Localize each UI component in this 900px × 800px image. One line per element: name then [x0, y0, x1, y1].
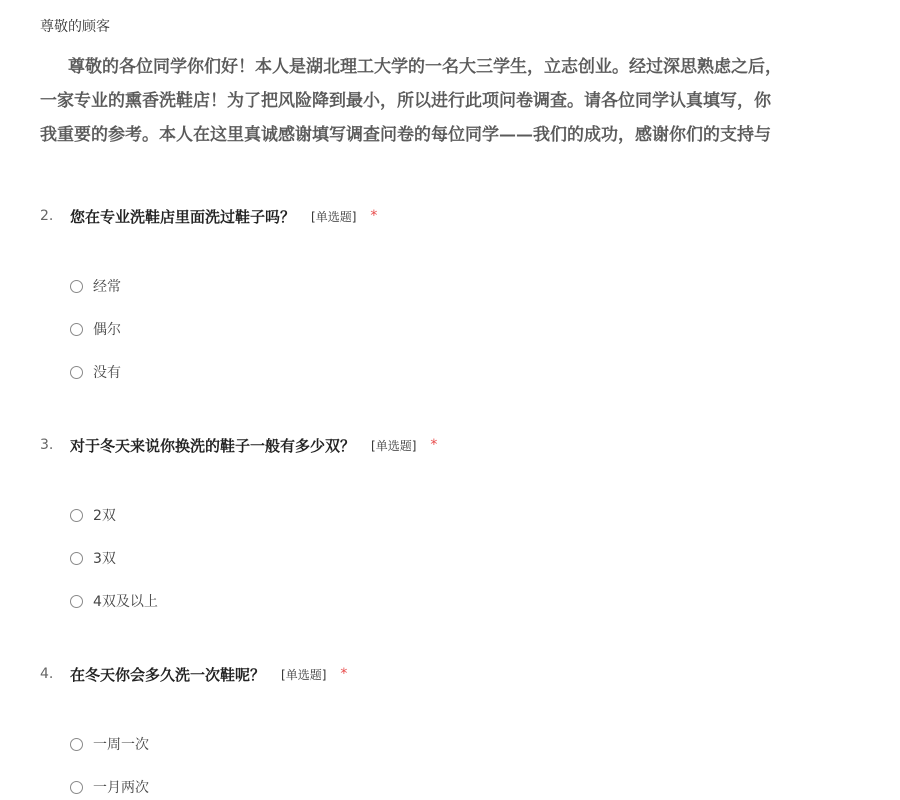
greeting-text: 尊敬的顾客: [40, 19, 110, 35]
required-marker: *: [430, 437, 438, 453]
radio-button[interactable]: [70, 738, 83, 751]
option-radio[interactable]: [70, 591, 158, 611]
option-radio[interactable]: [70, 362, 121, 382]
required-marker: *: [370, 208, 378, 224]
option-label: 一月两次: [93, 780, 149, 796]
intro-line: 尊敬的各位同学你们好！本人是湖北理工大学的一名大三学生，立志创业。经过深思熟虑之后，: [68, 57, 782, 77]
question-header: [40, 663, 900, 685]
option-radio[interactable]: [70, 777, 149, 797]
question-type-label: [单选题]: [371, 438, 417, 453]
required-marker: *: [340, 666, 348, 682]
option-label: 没有: [93, 365, 121, 381]
option-label: 经常: [93, 279, 121, 295]
question-title: 您在专业洗鞋店里面洗过鞋子吗？: [70, 207, 296, 226]
option-label: 4双及以上: [93, 594, 158, 610]
radio-button[interactable]: [70, 781, 83, 794]
question-title-wrap: [70, 435, 437, 456]
option-label: 偶尔: [93, 322, 121, 338]
option-label: 2双: [93, 508, 116, 524]
option-radio[interactable]: [70, 734, 149, 754]
option-radio[interactable]: [70, 548, 116, 568]
intro-line: 我重要的参考。本人在这里真诚感谢填写调查问卷的每位同学——我们的成功，感谢你们的支持与: [40, 125, 771, 145]
question-number: 3.: [40, 437, 54, 453]
question-title-wrap: [70, 664, 347, 685]
radio-button[interactable]: [70, 280, 83, 293]
question-header: [40, 205, 900, 227]
question-title: 在冬天你会多久洗一次鞋呢？: [70, 665, 266, 684]
intro-line: 一家专业的熏香洗鞋店！为了把风险降到最小，所以进行此项问卷调查。请各位同学认真填写，你: [40, 91, 771, 111]
question-3: [40, 434, 900, 610]
radio-button[interactable]: [70, 595, 83, 608]
question-number: 4.: [40, 666, 54, 682]
question-header: [40, 434, 900, 456]
question-2: [40, 205, 900, 381]
question-title-wrap: [70, 206, 377, 227]
option-radio[interactable]: [70, 276, 121, 296]
question-title: 对于冬天来说你换洗的鞋子一般有多少双？: [70, 436, 356, 455]
radio-button[interactable]: [70, 509, 83, 522]
radio-button[interactable]: [70, 323, 83, 336]
question-number: 2.: [40, 208, 54, 224]
option-radio[interactable]: [70, 505, 116, 525]
radio-button[interactable]: [70, 366, 83, 379]
option-radio[interactable]: [70, 319, 121, 339]
radio-button[interactable]: [70, 552, 83, 565]
question-4: [40, 663, 900, 796]
option-label: 一周一次: [93, 737, 149, 753]
intro-paragraph: [40, 50, 900, 152]
question-type-label: [单选题]: [281, 667, 327, 682]
question-type-label: [单选题]: [311, 209, 357, 224]
option-label: 3双: [93, 551, 116, 567]
